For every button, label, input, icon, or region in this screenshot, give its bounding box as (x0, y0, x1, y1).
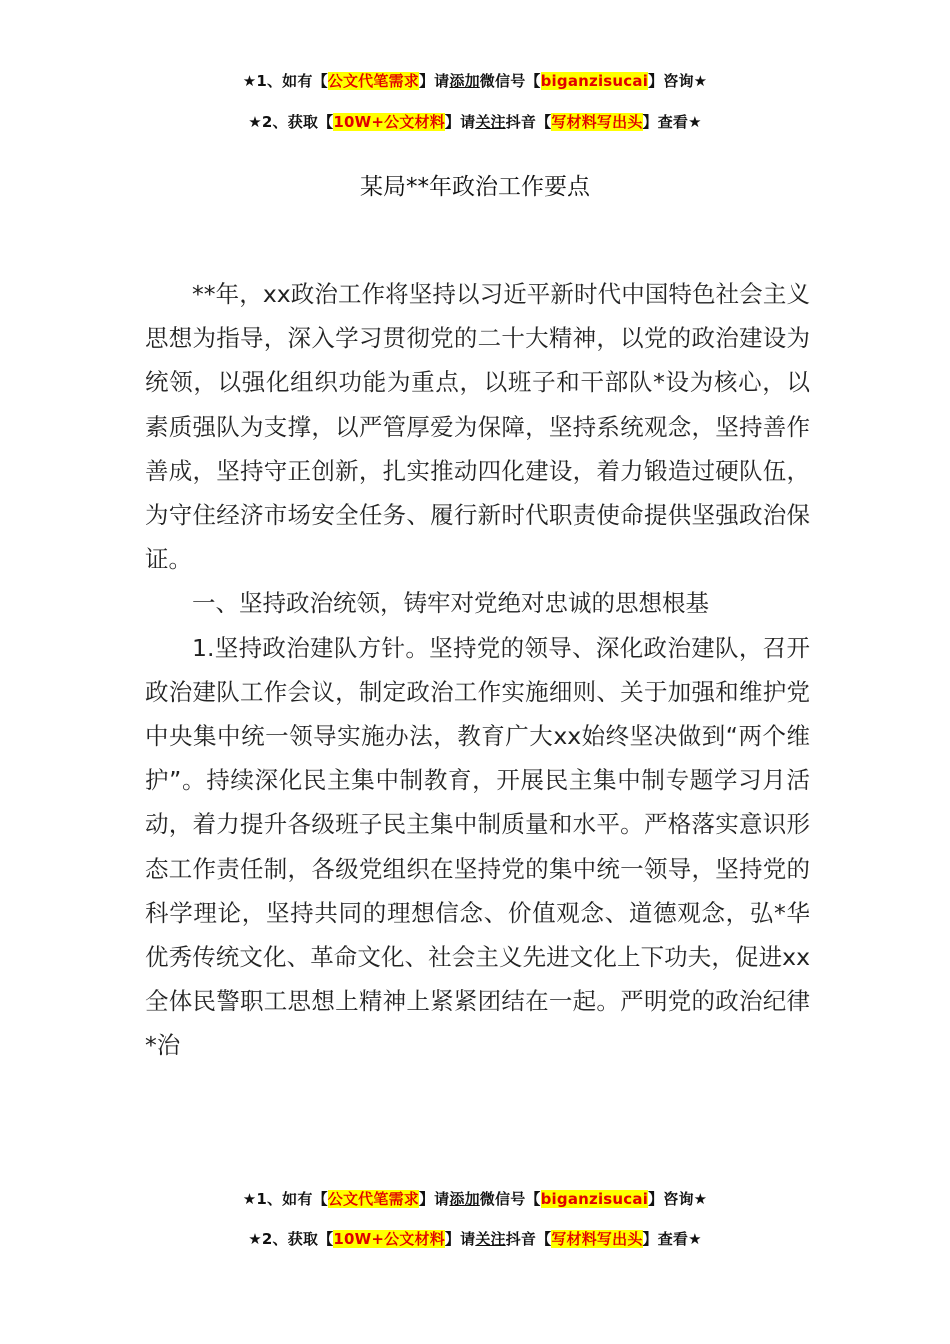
highlight-materials: 10W+公文材料 (333, 1230, 445, 1248)
highlight-wechat-id: biganzisucai (540, 1190, 649, 1208)
highlight-ghostwriting: 公文代笔需求 (327, 72, 419, 90)
promo-banner-top-2: ★2、获取【10W+公文材料】请关注抖音【写材料写出头】查看★ (248, 113, 702, 131)
highlight-douyin-account: 写材料写出头 (551, 113, 643, 131)
document-title: 某局**年政治工作要点 (360, 174, 590, 200)
item-paragraph: 1.坚持政治建队方针。坚持党的领导、深化政治建队，召开政治建队工作会议，制定政治工作实施细则、关于加强和维护党中央集中统一领导实施办法，教育广大xx始终坚决做到“两个维护”。持续深化民主集中制教育，开展民主集中制专题学习月活动，着力提升各级班子民主集中制质量和水平。严格落实意识形态工作责任制，各级党组织在坚持党的集中统一领导，坚持党的科学理论，坚持共同的理想信念、价值观念、道德观念，弘*华优秀传统文化、革命文化、社会主义先进文化上下功夫，促进xx全体民警职工思想上精神上紧紧团结在一起。严明党的政治纪律*治 (145, 633, 810, 1060)
promo-banner-top-1: ★1、如有【公文代笔需求】请添加微信号【biganzisucai】咨询★ (242, 72, 708, 90)
section-heading: 一、坚持政治统领，铸牢对党绝对忠诚的思想根基 (192, 589, 709, 618)
highlight-douyin-account: 写材料写出头 (551, 1230, 643, 1248)
promo-banner-bottom-2: ★2、获取【10W+公文材料】请关注抖音【写材料写出头】查看★ (248, 1230, 702, 1248)
document-body (145, 272, 810, 1068)
highlight-materials: 10W+公文材料 (333, 113, 445, 131)
highlight-wechat-id: biganzisucai (540, 72, 649, 90)
intro-paragraph: **年，xx政治工作将坚持以习近平新时代中国特色社会主义思想为指导，深入学习贯彻党的二十大精神，以党的政治建设为统领，以强化组织功能为重点，以班子和干部队*设为核心，以素质强队为支撑，以严管厚爱为保障，坚持系统观念，坚持善作善成，坚持守正创新，扎实推动四化建设，着力锻造过硬队伍，为守住经济市场安全任务、履行新时代职责使命提供坚强政治保证。 (145, 280, 810, 574)
promo-banner-bottom-1: ★1、如有【公文代笔需求】请添加微信号【biganzisucai】咨询★ (242, 1190, 708, 1208)
highlight-ghostwriting: 公文代笔需求 (327, 1190, 419, 1208)
